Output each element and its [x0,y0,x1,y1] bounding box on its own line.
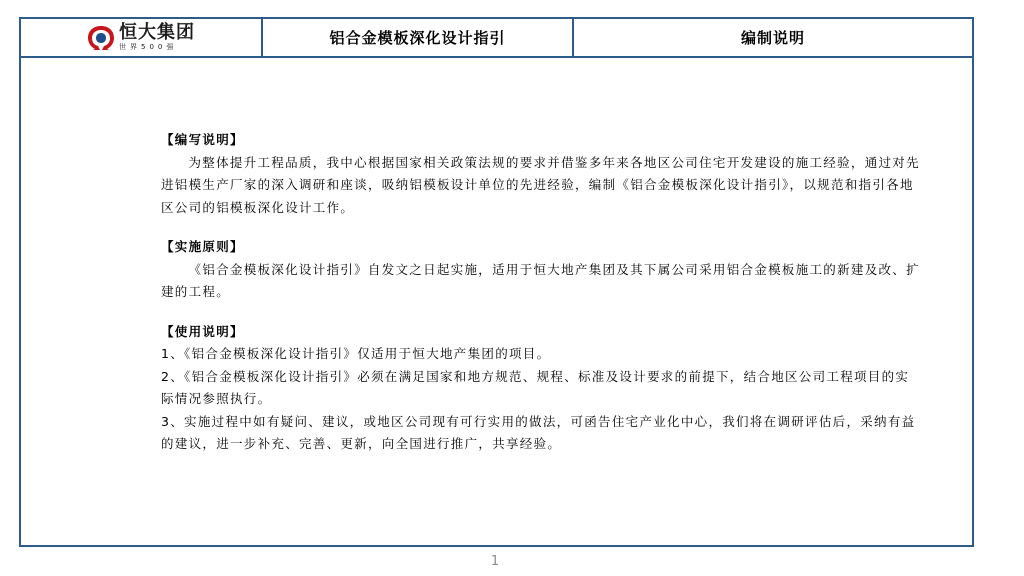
logo-name: 恒大集团 [119,22,195,43]
paragraph: 《铝合金模板深化设计指引》自发文之日起实施，适用于恒大地产集团及其下属公司采用铝合金模板施工的新建及改、扩建的工程。 [161,261,920,299]
list-item: 1、《铝合金模板深化设计指引》仅适用于恒大地产集团的项目。 [161,346,551,361]
page-frame [19,17,974,547]
section-heading: 【实施原则】 [161,239,244,254]
paragraph: 为整体提升工程品质，我中心根据国家相关政策法规的要求并借鉴多年来各地区公司住宅开发建设的施工经验，通过对先进铝模生产厂家的深入调研和座谈，吸纳铝模板设计单位的先进经验，编制《铝合金模板深化设计指引》，以规范和指引各地区公司的铝模板深化设计工作。 [161,154,920,215]
header-bar [21,19,972,58]
section-writing-notes [161,129,921,219]
logo-cell [21,19,263,56]
evergrande-logo-icon [87,25,115,51]
section-heading: 【使用说明】 [161,323,244,339]
logo [87,24,195,51]
list-item: 3、实施过程中如有疑问、建议，或地区公司现有可行实用的做法，可函告住宅产业化中心，我们将在调研评估后，采纳有益的建议，进一步补充、完善、更新，向全国进行推广，共享经验。 [161,413,916,451]
section-heading: 【编写说明】 [161,132,244,147]
logo-subtitle: 世界500强 [119,43,178,51]
document-title: 铝合金模板深化设计指引 [263,19,574,56]
section-usage-notes [161,321,921,456]
list-item: 2、《铝合金模板深化设计指引》必须在满足国家和地方规范、规程、标准及设计要求的前提下，结合地区公司工程项目的实际情况参照执行。 [161,368,910,406]
page-number: 1 [490,554,500,569]
section-implementation-principles [161,236,921,304]
content-body [161,129,921,473]
section-label: 编制说明 [740,29,805,47]
